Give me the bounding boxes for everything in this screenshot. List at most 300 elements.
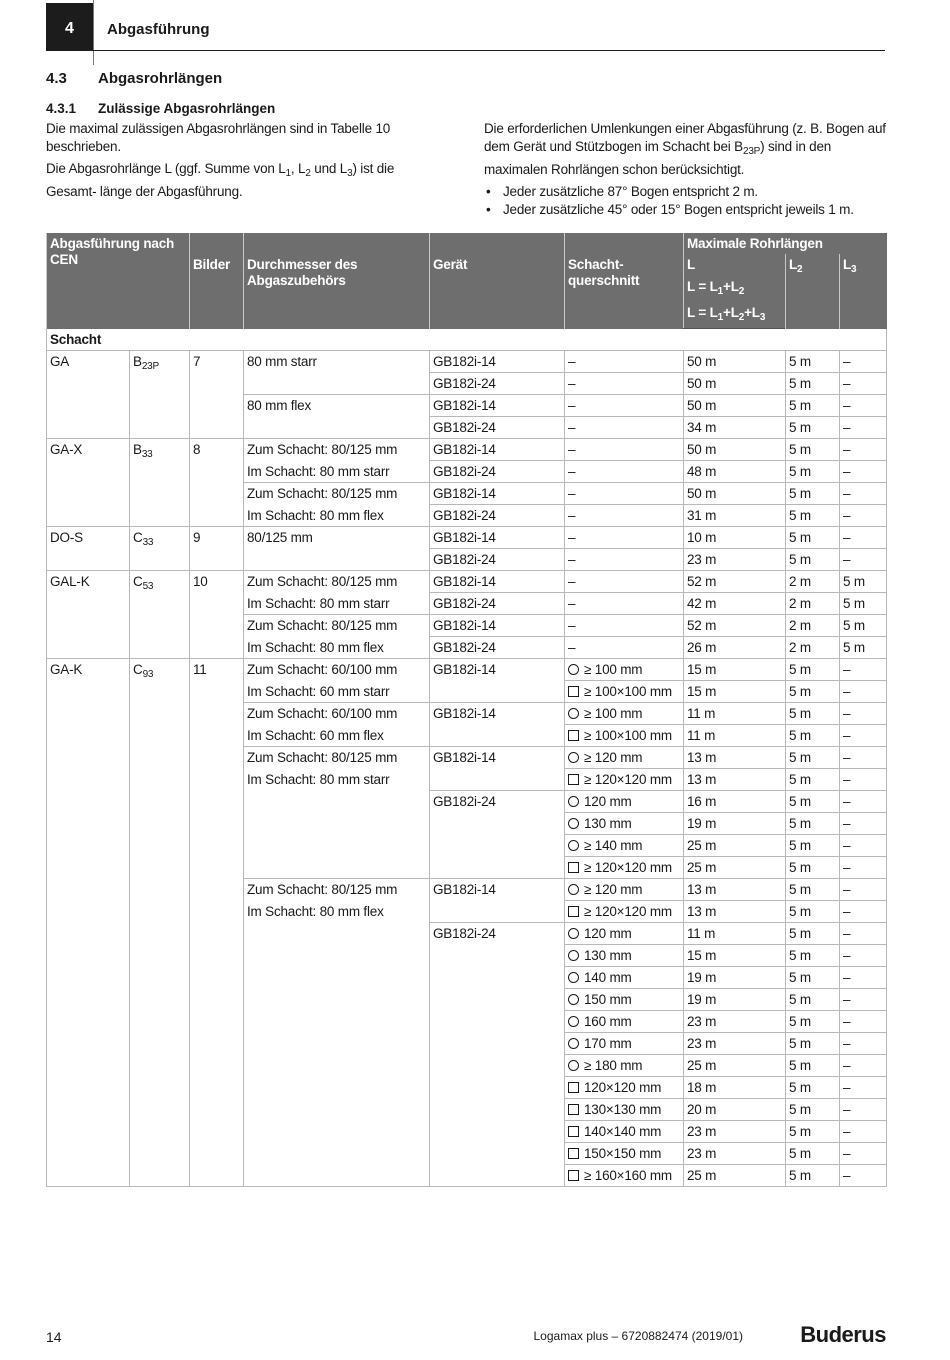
geraet-cell: GB182i-24 <box>430 373 565 395</box>
geraet-cell: GB182i-24 <box>430 549 565 571</box>
geraet-cell: GB182i-14 <box>430 659 565 703</box>
subsection-title: Zulässige Abgasrohrlängen <box>98 101 276 116</box>
geraet-cell: GB182i-14 <box>430 439 565 461</box>
schacht-cell <box>565 879 684 901</box>
L-cell: 13 m <box>684 901 786 923</box>
bullet-list <box>484 183 889 219</box>
L3-cell: 5 m <box>840 593 887 615</box>
geraet-cell: GB182i-14 <box>430 483 565 505</box>
schacht-cell: – <box>565 527 684 549</box>
L2-cell: 5 m <box>786 879 840 901</box>
schacht-cell <box>565 989 684 1011</box>
header-L-label: L <box>687 257 696 272</box>
header-L2 <box>786 254 840 329</box>
header-durchmesser: Durchmesser des Abgaszubehörs <box>244 233 430 329</box>
square-icon <box>568 862 579 873</box>
schacht-cell: – <box>565 505 684 527</box>
schacht-value: 120×120 mm <box>584 1080 662 1095</box>
subscript: 3 <box>759 312 766 323</box>
schacht-cell: – <box>565 549 684 571</box>
durchmesser-cell: Im Schacht: 80 mm starr <box>244 769 430 879</box>
L2-cell: 2 m <box>786 571 840 593</box>
circle-icon <box>568 972 579 983</box>
header-schacht: Schacht- querschnitt <box>565 233 684 329</box>
circle-icon <box>568 708 579 719</box>
L3-cell: – <box>840 1055 887 1077</box>
L2-cell: 5 m <box>786 901 840 923</box>
L3-cell: – <box>840 1099 887 1121</box>
L-cell: 11 m <box>684 703 786 725</box>
text-run: C <box>133 530 143 545</box>
L-cell: 50 m <box>684 483 786 505</box>
L3-cell: – <box>840 351 887 373</box>
L2-cell: 5 m <box>786 681 840 703</box>
bild-number: 10 <box>190 571 244 659</box>
subscript: 3 <box>851 264 857 275</box>
L-cell: 52 m <box>684 571 786 593</box>
L3-cell: – <box>840 835 887 857</box>
schacht-value: ≥ 100 mm <box>584 706 643 721</box>
right-text-column <box>484 120 889 219</box>
L3-cell: – <box>840 1033 887 1055</box>
L2-cell: 5 m <box>786 1143 840 1165</box>
L-cell: 19 m <box>684 967 786 989</box>
L2-cell: 5 m <box>786 505 840 527</box>
schacht-value: ≥ 100×100 mm <box>584 684 672 699</box>
L-cell: 25 m <box>684 1165 786 1187</box>
schacht-cell: – <box>565 461 684 483</box>
geraet-cell: GB182i-14 <box>430 571 565 593</box>
L-cell: 23 m <box>684 1121 786 1143</box>
square-icon <box>568 1082 579 1093</box>
schacht-cell <box>565 835 684 857</box>
schacht-cell <box>565 1165 684 1187</box>
L3-cell: – <box>840 769 887 791</box>
L2-cell: 5 m <box>786 1033 840 1055</box>
geraet-cell: GB182i-14 <box>430 395 565 417</box>
document-reference: Logamax plus – 6720882474 (2019/01) <box>533 1329 743 1343</box>
chapter-number: 4 <box>46 3 93 51</box>
circle-icon <box>568 818 579 829</box>
L3-cell: 5 m <box>840 615 887 637</box>
L-cell: 50 m <box>684 351 786 373</box>
geraet-cell: GB182i-14 <box>430 747 565 791</box>
left-paragraph-1: Die maximal zulässigen Abgasrohrlängen sind in Tabelle 10 beschrieben. <box>46 121 391 154</box>
header-L3 <box>840 254 887 329</box>
square-icon <box>568 774 579 785</box>
schacht-value: ≥ 180 mm <box>584 1058 643 1073</box>
bild-number: 11 <box>190 659 244 1187</box>
schacht-cell <box>565 945 684 967</box>
text-run: ) ist die Gesamt- länge der Abgasführung. <box>46 161 395 199</box>
schacht-value: 130 mm <box>584 816 632 831</box>
L3-cell: 5 m <box>840 637 887 659</box>
subsection-number: 4.3.1 <box>46 101 77 116</box>
schacht-cell <box>565 659 684 681</box>
L2-cell: 5 m <box>786 1099 840 1121</box>
bild-number: 7 <box>190 351 244 439</box>
L2-cell: 5 m <box>786 1011 840 1033</box>
schacht-cell <box>565 901 684 923</box>
L2-cell: 5 m <box>786 417 840 439</box>
L-cell: 25 m <box>684 835 786 857</box>
section-title: Abgasrohrlängen <box>98 70 223 87</box>
L3-cell: – <box>840 483 887 505</box>
L2-cell: 2 m <box>786 593 840 615</box>
schacht-value: 130 mm <box>584 948 632 963</box>
L-cell: 50 m <box>684 373 786 395</box>
schacht-cell <box>565 681 684 703</box>
schacht-value: 120 mm <box>584 794 632 809</box>
circle-icon <box>568 994 579 1005</box>
right-paragraph-1 <box>484 120 889 179</box>
chapter-divider <box>93 0 94 65</box>
L3-cell: – <box>840 967 887 989</box>
schacht-cell <box>565 769 684 791</box>
schacht-value: ≥ 120×120 mm <box>584 860 672 875</box>
text-run: B <box>133 442 142 457</box>
schacht-cell <box>565 1077 684 1099</box>
cen-name: GA-K <box>47 659 130 1187</box>
schacht-value: ≥ 100×100 mm <box>584 728 672 743</box>
schacht-cell <box>565 923 684 945</box>
subscript: 2 <box>305 168 311 179</box>
subscript: 2 <box>738 312 745 323</box>
L3-cell: – <box>840 989 887 1011</box>
L3-cell: – <box>840 417 887 439</box>
schacht-value: ≥ 160×160 mm <box>584 1168 672 1183</box>
L-cell: 16 m <box>684 791 786 813</box>
schacht-cell <box>565 1121 684 1143</box>
geraet-cell: GB182i-24 <box>430 593 565 615</box>
L-cell: 15 m <box>684 945 786 967</box>
subscript: 2 <box>797 264 803 275</box>
schacht-cell <box>565 857 684 879</box>
L2-cell: 5 m <box>786 835 840 857</box>
schacht-value: 140 mm <box>584 970 632 985</box>
schacht-cell: – <box>565 439 684 461</box>
L-cell: 50 m <box>684 439 786 461</box>
cen-name: GA-X <box>47 439 130 527</box>
geraet-cell: GB182i-24 <box>430 461 565 483</box>
L2-cell: 5 m <box>786 857 840 879</box>
square-icon <box>568 1126 579 1137</box>
text-run: C <box>133 574 143 589</box>
text-run: L = L <box>687 305 718 320</box>
schacht-cell: – <box>565 351 684 373</box>
subscript: 53 <box>142 581 154 592</box>
schacht-cell <box>565 1011 684 1033</box>
section-heading <box>46 70 222 87</box>
circle-icon <box>568 950 579 961</box>
L3-cell: 5 m <box>840 571 887 593</box>
durchmesser-cell: Zum Schacht: 80/125 mm <box>244 747 430 769</box>
L-cell: 15 m <box>684 659 786 681</box>
schacht-cell: – <box>565 373 684 395</box>
schacht-value: 150×150 mm <box>584 1146 662 1161</box>
subscript: 33 <box>141 449 153 460</box>
L3-cell: – <box>840 439 887 461</box>
geraet-cell: GB182i-24 <box>430 923 565 1187</box>
cen-code <box>130 439 190 527</box>
cen-code <box>130 351 190 439</box>
schacht-cell <box>565 703 684 725</box>
durchmesser-cell: Zum Schacht: 60/100 mm <box>244 703 430 725</box>
L3-cell: – <box>840 1143 887 1165</box>
durchmesser-cell: Zum Schacht: 80/125 mm <box>244 879 430 901</box>
bild-number: 8 <box>190 439 244 527</box>
square-icon <box>568 730 579 741</box>
L3-cell: – <box>840 373 887 395</box>
section-schacht: Schacht <box>47 329 887 351</box>
L-cell: 25 m <box>684 1055 786 1077</box>
L3-cell: – <box>840 901 887 923</box>
subscript: 3 <box>347 168 353 179</box>
cen-code <box>130 571 190 659</box>
L2-cell: 5 m <box>786 461 840 483</box>
text-run: +L <box>723 305 739 320</box>
durchmesser-cell: Zum Schacht: 80/125 mm <box>244 571 430 593</box>
header-bilder: Bilder <box>190 233 244 329</box>
L3-cell: – <box>840 945 887 967</box>
L2-cell: 5 m <box>786 989 840 1011</box>
L-cell: 48 m <box>684 461 786 483</box>
schacht-cell: – <box>565 571 684 593</box>
geraet-cell: GB182i-14 <box>430 879 565 923</box>
L2-cell: 5 m <box>786 351 840 373</box>
circle-icon <box>568 928 579 939</box>
L-cell: 13 m <box>684 879 786 901</box>
cen-name: DO-S <box>47 527 130 571</box>
durchmesser-cell: Zum Schacht: 80/125 mm <box>244 483 430 505</box>
geraet-cell: GB182i-24 <box>430 417 565 439</box>
schacht-value: 170 mm <box>584 1036 632 1051</box>
L3-cell: – <box>840 461 887 483</box>
L2-cell: 5 m <box>786 395 840 417</box>
schacht-value: 140×140 mm <box>584 1124 662 1139</box>
L3-cell: – <box>840 1077 887 1099</box>
subscript: 23P <box>742 146 761 157</box>
schacht-cell <box>565 1143 684 1165</box>
subsection-heading <box>46 101 275 116</box>
circle-icon <box>568 664 579 675</box>
L2-cell: 5 m <box>786 747 840 769</box>
text-run: L <box>789 257 798 272</box>
subscript: 1 <box>717 286 724 297</box>
L3-cell: – <box>840 549 887 571</box>
header-L-formula-1 <box>687 279 782 300</box>
L3-cell: – <box>840 923 887 945</box>
exhaust-length-table <box>46 233 887 1187</box>
L2-cell: 5 m <box>786 373 840 395</box>
L3-cell: – <box>840 527 887 549</box>
header-L <box>684 254 786 302</box>
durchmesser-cell: Im Schacht: 80 mm flex <box>244 637 430 659</box>
L3-cell: – <box>840 747 887 769</box>
L-cell: 11 m <box>684 725 786 747</box>
L2-cell: 5 m <box>786 923 840 945</box>
left-paragraph-2 <box>46 160 441 201</box>
L2-cell: 5 m <box>786 945 840 967</box>
schacht-value: 120 mm <box>584 926 632 941</box>
text-run: Die Abgasrohrlänge L (ggf. Summe von L <box>46 161 286 176</box>
section-number: 4.3 <box>46 70 67 87</box>
durchmesser-cell: Im Schacht: 80 mm flex <box>244 505 430 527</box>
L2-cell: 5 m <box>786 483 840 505</box>
durchmesser-cell: 80 mm starr <box>244 351 430 395</box>
schacht-cell: – <box>565 615 684 637</box>
schacht-cell <box>565 1099 684 1121</box>
geraet-cell: GB182i-24 <box>430 791 565 879</box>
durchmesser-cell: 80 mm flex <box>244 395 430 439</box>
schacht-value: 130×130 mm <box>584 1102 662 1117</box>
schacht-cell: – <box>565 417 684 439</box>
L-cell: 25 m <box>684 857 786 879</box>
schacht-cell <box>565 725 684 747</box>
L2-cell: 5 m <box>786 439 840 461</box>
L3-cell: – <box>840 813 887 835</box>
circle-icon <box>568 1016 579 1027</box>
text-run: und L <box>310 161 348 176</box>
L-cell: 19 m <box>684 989 786 1011</box>
schacht-cell <box>565 813 684 835</box>
geraet-cell: GB182i-24 <box>430 505 565 527</box>
durchmesser-cell: Zum Schacht: 60/100 mm <box>244 659 430 681</box>
L2-cell: 5 m <box>786 967 840 989</box>
schacht-cell <box>565 791 684 813</box>
subscript: 2 <box>738 286 745 297</box>
L3-cell: – <box>840 395 887 417</box>
header-rule <box>93 50 885 51</box>
text-run: L = L <box>687 279 718 294</box>
text-run: +L <box>744 305 760 320</box>
L-cell: 19 m <box>684 813 786 835</box>
durchmesser-cell: Zum Schacht: 80/125 mm <box>244 439 430 461</box>
circle-icon <box>568 752 579 763</box>
schacht-cell <box>565 747 684 769</box>
L3-cell: – <box>840 703 887 725</box>
L2-cell: 5 m <box>786 703 840 725</box>
brand-logo: Buderus <box>800 1322 886 1347</box>
L-cell: 15 m <box>684 681 786 703</box>
bild-number: 9 <box>190 527 244 571</box>
header-geraet: Gerät <box>430 233 565 329</box>
square-icon <box>568 686 579 697</box>
square-icon <box>568 1148 579 1159</box>
text-run: B <box>133 354 142 369</box>
L-cell: 34 m <box>684 417 786 439</box>
L-cell: 42 m <box>684 593 786 615</box>
header-max-lengths: Maximale Rohrlängen <box>684 233 887 254</box>
geraet-cell: GB182i-14 <box>430 351 565 373</box>
L-cell: 26 m <box>684 637 786 659</box>
L2-cell: 2 m <box>786 615 840 637</box>
L3-cell: – <box>840 681 887 703</box>
text-run: , L <box>290 161 306 176</box>
durchmesser-cell: Im Schacht: 80 mm starr <box>244 593 430 615</box>
L2-cell: 5 m <box>786 527 840 549</box>
cen-name: GA <box>47 351 130 439</box>
page-number: 14 <box>46 1329 62 1345</box>
durchmesser-cell: Im Schacht: 80 mm flex <box>244 901 430 1187</box>
L-cell: 10 m <box>684 527 786 549</box>
geraet-cell: GB182i-14 <box>430 527 565 549</box>
durchmesser-cell: 80/125 mm <box>244 527 430 571</box>
L2-cell: 5 m <box>786 725 840 747</box>
L2-cell: 2 m <box>786 637 840 659</box>
L2-cell: 5 m <box>786 1055 840 1077</box>
L-cell: 50 m <box>684 395 786 417</box>
L3-cell: – <box>840 791 887 813</box>
L2-cell: 5 m <box>786 1077 840 1099</box>
L-cell: 11 m <box>684 923 786 945</box>
schacht-cell: – <box>565 395 684 417</box>
L2-cell: 5 m <box>786 1165 840 1187</box>
cen-name: GAL-K <box>47 571 130 659</box>
cen-code <box>130 659 190 1187</box>
L3-cell: – <box>840 725 887 747</box>
geraet-cell: GB182i-14 <box>430 615 565 637</box>
L3-cell: – <box>840 1011 887 1033</box>
square-icon <box>568 1170 579 1181</box>
L-cell: 13 m <box>684 747 786 769</box>
geraet-cell: GB182i-24 <box>430 637 565 659</box>
L-cell: 18 m <box>684 1077 786 1099</box>
L-cell: 13 m <box>684 769 786 791</box>
circle-icon <box>568 1060 579 1071</box>
L3-cell: – <box>840 505 887 527</box>
L3-cell: – <box>840 1165 887 1187</box>
text-run: +L <box>723 279 739 294</box>
durchmesser-cell: Zum Schacht: 80/125 mm <box>244 615 430 637</box>
durchmesser-cell: Im Schacht: 80 mm starr <box>244 461 430 483</box>
cen-code <box>130 527 190 571</box>
schacht-cell: – <box>565 593 684 615</box>
text-run: Die erforderlichen Umlenkungen einer Abgasführung (z. B. Bogen auf dem Gerät und Stützbogen im Schacht bei B <box>484 121 886 154</box>
schacht-value: 150 mm <box>584 992 632 1007</box>
L2-cell: 5 m <box>786 1121 840 1143</box>
bullet-item: • Jeder zusätzliche 87° Bogen entspricht 2 m. <box>484 183 889 201</box>
text-run: C <box>133 662 143 677</box>
chapter-title: Abgasführung <box>107 21 210 38</box>
L2-cell: 5 m <box>786 549 840 571</box>
subscript: 1 <box>717 312 724 323</box>
circle-icon <box>568 884 579 895</box>
schacht-cell: – <box>565 637 684 659</box>
schacht-cell <box>565 1055 684 1077</box>
L-cell: 23 m <box>684 1011 786 1033</box>
schacht-value: ≥ 100 mm <box>584 662 643 677</box>
durchmesser-cell: Im Schacht: 60 mm flex <box>244 725 430 747</box>
L3-cell: – <box>840 857 887 879</box>
left-text-column <box>46 120 441 205</box>
L-cell: 31 m <box>684 505 786 527</box>
L-cell: 23 m <box>684 549 786 571</box>
L3-cell: – <box>840 659 887 681</box>
L3-cell: – <box>840 1121 887 1143</box>
text-run: L <box>843 257 852 272</box>
circle-icon <box>568 840 579 851</box>
schacht-cell <box>565 1033 684 1055</box>
schacht-cell: – <box>565 483 684 505</box>
L2-cell: 5 m <box>786 813 840 835</box>
durchmesser-cell: Im Schacht: 60 mm starr <box>244 681 430 703</box>
L2-cell: 5 m <box>786 769 840 791</box>
square-icon <box>568 1104 579 1115</box>
circle-icon <box>568 1038 579 1049</box>
text-run: ) sind in den maximalen Rohrlängen schon berücksichtigt. <box>484 139 832 177</box>
L-cell: 52 m <box>684 615 786 637</box>
